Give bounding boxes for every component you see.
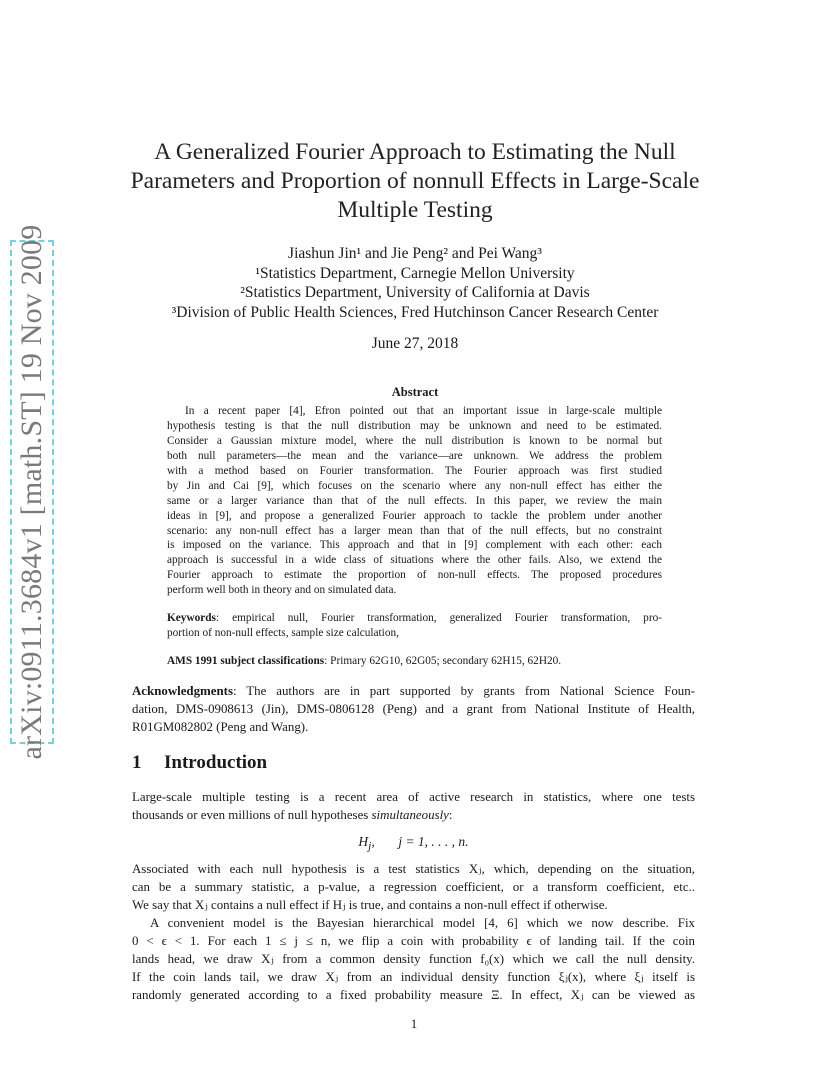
title-line: Parameters and Proportion of nonnull Effects in Large-Scale (130, 168, 700, 194)
paper-title (120, 138, 710, 225)
intro-line: If the coin lands tail, we draw Xⱼ from an individual density function ξⱼ(x), where ξⱼ itself is (132, 970, 695, 984)
section-heading-introduction (132, 752, 267, 774)
title-line: A Generalized Fourier Approach to Estimating the Null (154, 139, 676, 165)
intro-line: can be a summary statistic, a p-value, a regression coefficient, or a transform coefficient, etc.. (132, 880, 695, 894)
keywords-line (167, 611, 662, 626)
ack-label: Acknowledgments (132, 684, 233, 698)
section-number: 1 (132, 752, 142, 773)
keywords-label: Keywords (167, 612, 216, 624)
abstract-line: Fourier approach to estimate the proportion of non-null effects. The proposed procedures (167, 569, 662, 582)
intro-emphasis: simultaneously (371, 808, 449, 822)
ams-line (167, 654, 662, 669)
keywords-block (167, 611, 662, 641)
equation-rhs: j = 1, . . . , n. (398, 834, 469, 849)
abstract-body (167, 404, 662, 598)
intro-paragraph-1 (132, 788, 695, 824)
page-number: 1 (410, 1017, 418, 1031)
abstract-line: ideas in [9], and propose a generalized Fourier approach to tackle the problem under another (167, 509, 662, 522)
ack-line (132, 682, 695, 700)
abstract-line: Consider a Gaussian mixture model, where the null distribution is known to be normal but (167, 434, 662, 447)
ack-line-3: R01GM082802 (Peng and Wang). (132, 720, 309, 734)
ams-label: AMS 1991 subject classifications (167, 655, 325, 667)
intro-line: Large-scale multiple testing is a recent area of active research in statistics, where one tests (132, 790, 695, 804)
abstract-line: In a recent paper [4], Efron pointed out that an important issue in large-scale multiple (185, 405, 662, 417)
intro-line: 0 < ϵ < 1. For each 1 ≤ j ≤ n, we flip a coin with probability ϵ of landing tail. If the coin (132, 934, 695, 948)
intro-line: We say that Xⱼ contains a null effect if Hⱼ is true, and contains a non-null effect if otherwise. (132, 898, 608, 912)
abstract-line: is imposed on the variance. This approach and that in [9] complement with each other: each (167, 539, 662, 552)
paper-date: June 27, 2018 (371, 335, 459, 352)
intro-line: randomly generated according to a fixed probability measure Ξ. In effect, Xⱼ can be viewed as (132, 988, 695, 1002)
abstract-line: perform well both in theory and on simulated data. (167, 584, 397, 597)
abstract-line: with a method based on Fourier transformation. The Fourier approach was first studied (167, 464, 662, 477)
title-line: Multiple Testing (337, 197, 493, 223)
affiliation-3: ³Division of Public Health Sciences, Fred Hutchinson Cancer Research Center (171, 303, 659, 321)
display-equation: $H_j$, j = 1, . . . , n. (358, 834, 469, 853)
ams-text: : Primary 62G10, 62G05; secondary 62H15, 62H20. (324, 655, 562, 667)
affiliation-1: ¹Statistics Department, Carnegie Mellon University (255, 264, 575, 282)
intro-line: Associated with each null hypothesis is a test statistics Xⱼ, which, depending on the situation, (132, 862, 695, 876)
ams-classification (167, 654, 662, 669)
affiliation-2: ²Statistics Department, University of California at Davis (240, 284, 590, 301)
abstract-heading: Abstract (391, 385, 439, 399)
keywords-line-2: portion of non-null effects, sample size calculation, (167, 626, 399, 639)
author-block (100, 244, 730, 322)
ack-text: : The authors are in part supported by grants from National Science Foun- (232, 684, 695, 698)
section-title: Introduction (164, 752, 268, 773)
intro-line: A convenient model is the Bayesian hierarchical model [4, 6] which we now describe. Fix (150, 916, 695, 930)
abstract-line: same or a larger variance than that of the null effects. In this paper, we review the main (167, 494, 662, 507)
acknowledgments-block (132, 682, 695, 736)
intro-line (132, 806, 695, 824)
arxiv-stamp[interactable] (10, 224, 54, 760)
arxiv-stamp-text: arXiv:0911.3684v1 [math.ST] 19 Nov 2009 (15, 224, 48, 760)
equation-lhs: H (358, 834, 369, 849)
intro-text: : (448, 808, 453, 822)
abstract-line: by Jin and Cai [9], which focuses on the scenario where any non-null effect has either the (167, 479, 662, 492)
abstract-line: hypothesis testing is that the null distribution may be unknown and need to be estimated. (167, 419, 662, 432)
abstract-line: approach is successful in a wide class of situations where the other fails. Also, we extend the (167, 554, 662, 567)
intro-text: thousands or even millions of null hypotheses (132, 808, 372, 822)
abstract-line: scenario: any non-null effect has a larger mean than that of the null effects, but no constraint (167, 524, 662, 537)
keywords-text: : empirical null, Fourier transformation, generalized Fourier transformation, pro- (215, 612, 662, 624)
equation-subscript: j (368, 840, 372, 853)
author-names: Jiashun Jin¹ and Jie Peng² and Pei Wang³ (288, 245, 542, 262)
abstract-line: both null parameters—the mean and the variance—are unknown. We address the problem (167, 449, 662, 462)
intro-line: lands head, we draw Xⱼ from a common density function f₀(x) which we call the null density. (132, 952, 695, 966)
intro-paragraph-2 (132, 860, 695, 1004)
ack-line-2: dation, DMS-0908613 (Jin), DMS-0806128 (Peng) and a grant from National Institute of Health, (132, 702, 695, 716)
